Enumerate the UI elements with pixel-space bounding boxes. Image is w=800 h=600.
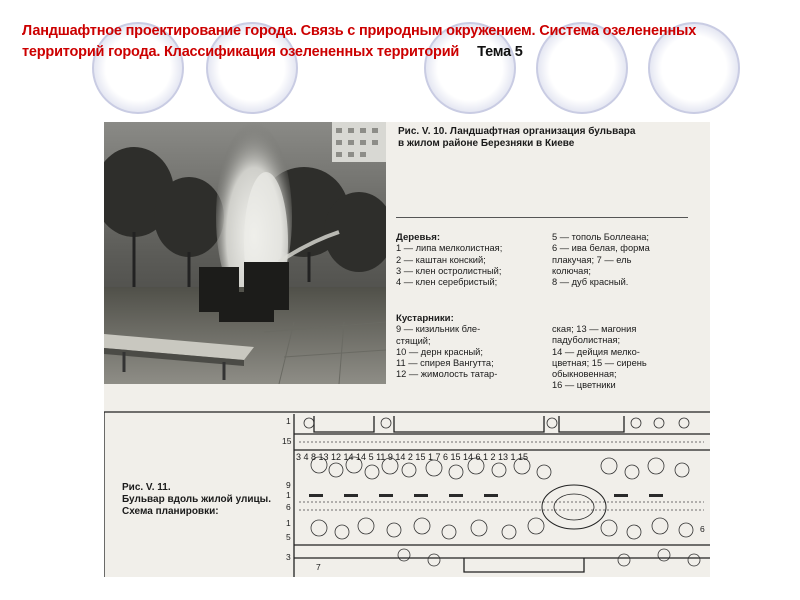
fountain-photo [104, 122, 386, 384]
shrubs-legend-continued [552, 324, 707, 392]
legend-item: падуболистная; [552, 335, 621, 346]
plan-mark: 1 [286, 518, 291, 528]
shrubs-legend [396, 313, 546, 381]
legend-item: 5 — тополь Боллеана; [552, 232, 649, 242]
legend-item: цветная; 15 — сирень [552, 357, 647, 368]
legend-item: 9 — кизильник бле- [396, 324, 481, 335]
plan-mark: 7 [316, 562, 321, 572]
figure11-caption [122, 482, 282, 518]
figure10-caption-line: Рис. V. 10. Ландшафтная организация бульвара [398, 126, 636, 137]
plan-mark: 6 [286, 502, 291, 512]
slide-title-text: Ландшафтное проектирование города. Связь с природным окружением. Система озелененных территорий города. Классификация озелененных территорий [22, 23, 697, 60]
caption-divider [396, 217, 688, 218]
slide-topic-label: Тема 5 [477, 44, 523, 60]
scanned-figure [104, 122, 710, 577]
legend-item: 2 — каштан конский; [396, 254, 486, 265]
plan-mark: 5 [286, 532, 291, 542]
legend-item: стящий; [396, 335, 431, 346]
legend-item: 12 — жимолость татар- [396, 369, 498, 380]
legend-item: 3 — клен остролистный; [396, 265, 502, 276]
legend-item: 10 — дерн красный; [396, 346, 483, 357]
figure11-caption-line: Рис. V. 11. [122, 482, 171, 493]
legend-item: 6 — ива белая, форма [552, 243, 650, 254]
plan-numbers-row: 3 4 8 13 12 14 14 5 11 9 14 2 15 1 7 6 15 14 6 1 2 13 1 15 [296, 452, 529, 462]
plan-mark: 9 [286, 480, 291, 490]
legend-item: 4 — клен серебристый; [396, 277, 498, 288]
trees-legend [396, 232, 546, 288]
legend-item: 16 — цветники [552, 380, 616, 391]
legend-item: 1 — липа мелколистная; [396, 243, 503, 254]
slide-title [22, 21, 782, 63]
trees-legend-continued [552, 232, 702, 288]
shrubs-heading: Кустарники: [396, 313, 454, 324]
legend-item: колючая; [552, 265, 591, 276]
legend-item: 11 — спирея Вангутта; [396, 358, 494, 369]
fountain-photo-drawing [104, 122, 386, 384]
figure11-caption-line: Бульвар вдоль жилой улицы. [122, 494, 271, 505]
figure10-caption [398, 126, 698, 150]
figure11-caption-line: Схема планировки: [122, 506, 219, 517]
figure10-caption-line: в жилом районе Березняки в Киеве [398, 138, 575, 149]
legend-item: 8 — дуб красный. [552, 277, 629, 288]
plan-mark: 1 [286, 490, 291, 500]
legend-item: ская; 13 — магония [552, 324, 637, 334]
plan-mark: 6 [700, 524, 705, 534]
plan-mark: 1 [286, 416, 291, 426]
plan-mark: 3 [286, 552, 291, 562]
legend-item: обыкновенная; [552, 369, 617, 380]
trees-heading: Деревья: [396, 232, 441, 243]
plan-mark: 15 [282, 436, 292, 446]
legend-item: 14 — дейция мелко- [552, 346, 640, 357]
legend-item: плакучая; 7 — ель [552, 254, 632, 265]
